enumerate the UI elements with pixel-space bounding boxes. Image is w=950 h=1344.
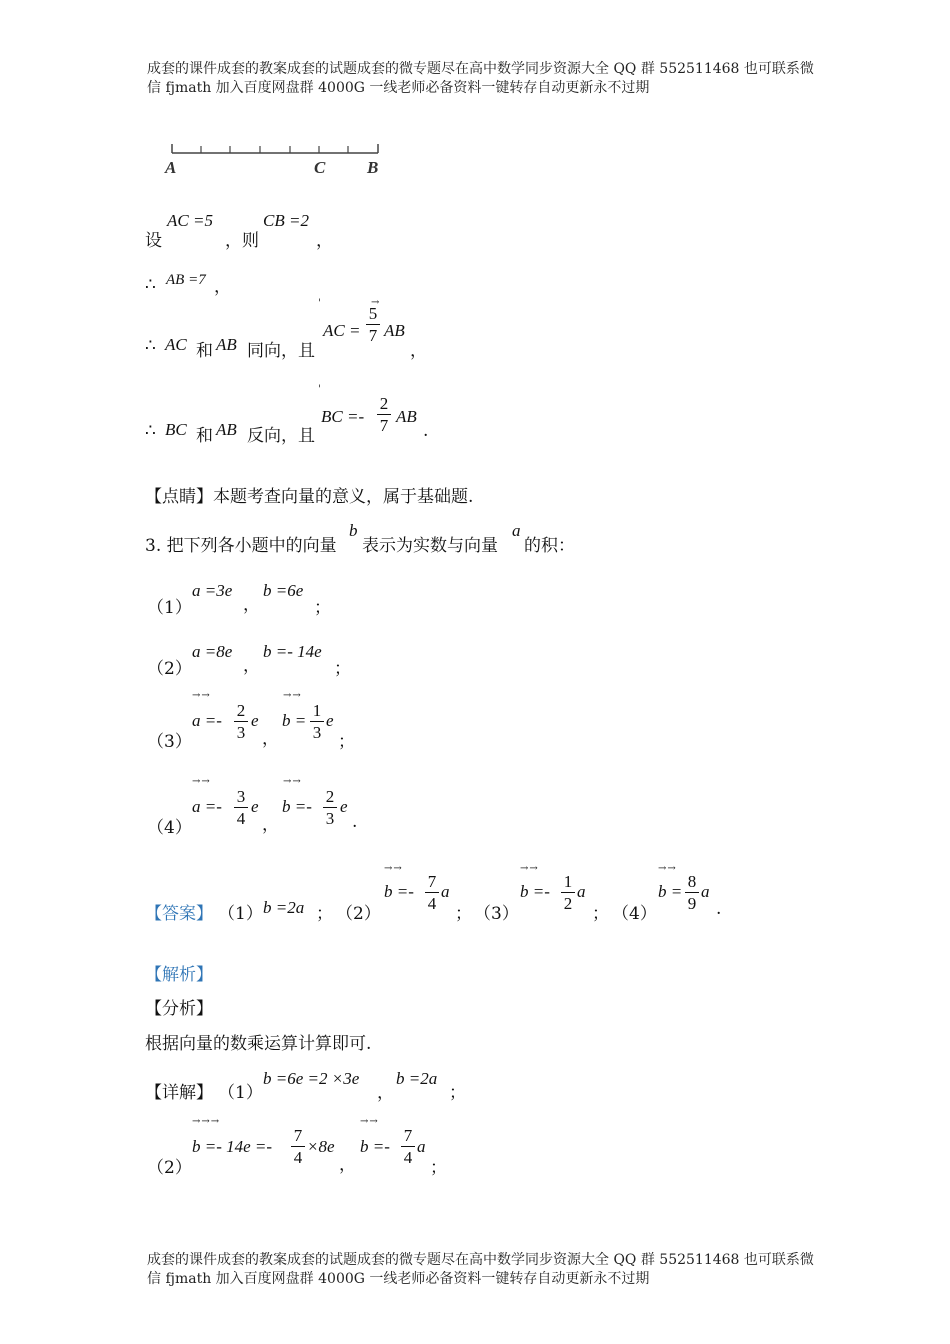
p4-sep: ，: [262, 815, 279, 835]
p3-b-fraction: [310, 702, 324, 742]
p4-b-lhs: b =-: [282, 797, 312, 816]
xiangjie-l1-sep: ，: [377, 1083, 394, 1103]
xiangjie-l2-label: （2）: [147, 1158, 192, 1178]
answer-p4-den: 9: [687, 894, 697, 913]
answer-p3-num: 1: [561, 873, 575, 893]
s3-num: 5: [366, 305, 380, 325]
p3-b-lhs: b =: [282, 711, 307, 730]
p4-b-num: 2: [323, 788, 337, 808]
answer-semi-1: ；: [316, 904, 333, 924]
p4-a-lhs: a =-: [192, 797, 222, 816]
p3-b-den: 3: [312, 723, 322, 742]
p4-a-num: 3: [234, 788, 248, 808]
s4-therefore: ∴: [145, 421, 156, 441]
s4-period: .: [423, 421, 429, 441]
xiangjie-l2-a: a: [417, 1137, 426, 1156]
answer-p4-arrows: →→: [658, 863, 677, 874]
answer-p2-a: a: [441, 882, 450, 901]
s3-den: 7: [368, 326, 378, 345]
p3-sep: ，: [262, 729, 279, 749]
s2-ab-eq: AB =7: [166, 272, 206, 288]
p1-b-eq: b =6e: [263, 581, 304, 600]
p3-arrows-b: →→: [283, 690, 302, 701]
fenxi-heading: 【分析】: [145, 999, 213, 1019]
s4-rhs: AB: [396, 407, 417, 426]
answer-p2-arrows: →→: [384, 863, 403, 874]
s3-tongxiang: 同向，且: [247, 341, 315, 361]
s3-ac: AC: [165, 335, 187, 354]
xiangjie-l1-end: ；: [449, 1083, 466, 1103]
answer-p4-label: （4）: [612, 904, 657, 924]
xiangjie-l2-tail: ×8e: [307, 1137, 335, 1156]
s3-lhs: AC =: [323, 321, 361, 340]
s3-fraction: [366, 305, 380, 345]
header-line-2: 信 fjmath 加入百度网盘群 4000G 一线老师必备资料一键转存自动更新永不过期: [147, 80, 650, 96]
s1-she: 设: [145, 231, 162, 251]
p4-b-fraction: [323, 788, 337, 828]
s3-ab: AB: [216, 335, 237, 354]
xiangjie-l2-fraction-2: [401, 1127, 415, 1167]
answer-p2-label: （2）: [336, 904, 381, 924]
p4-a-e: e: [251, 797, 259, 816]
p3-a-num: 2: [234, 702, 248, 722]
answer-p2-num: 7: [425, 873, 439, 893]
point-label-a: A: [165, 158, 177, 177]
s4-fraction: [377, 395, 391, 435]
xiangjie-l2-lhs: b =- 14e =-: [192, 1137, 273, 1156]
s4-vector-mark: ': [318, 384, 322, 395]
s4-den: 7: [379, 416, 389, 435]
p2-label: （2）: [147, 659, 192, 679]
jiexi-heading: 【解析】: [145, 965, 213, 985]
s3-arrow: →: [371, 297, 381, 308]
p4-a-den: 4: [236, 809, 246, 828]
s1-comma: ，: [316, 231, 333, 251]
point-label-b: B: [367, 158, 379, 177]
footer-line-1: 成套的课件成套的教案成套的试题成套的微专题尽在高中数学同步资源大全 QQ 群 552511468 也可联系微: [147, 1252, 814, 1268]
s1-comma-ze: ，则: [225, 231, 259, 251]
p2-end: ；: [334, 659, 351, 679]
number-line-figure: [160, 138, 390, 180]
q3-suffix: 的积：: [524, 536, 575, 556]
s3-rhs: AB: [384, 321, 405, 340]
answer-p4-fraction: [685, 873, 699, 913]
xiangjie-l1-eq: b =6e =2 ×3e: [263, 1069, 360, 1088]
xiangjie-l2-arrows: →→→: [192, 1116, 221, 1127]
xiangjie-l2-fraction: [291, 1127, 305, 1167]
p4-b-den: 3: [325, 809, 335, 828]
s2-comma: ，: [214, 277, 231, 297]
p1-end: ；: [314, 598, 331, 618]
p4-arrows-a: →→: [192, 776, 211, 787]
p1-sep: ，: [243, 595, 260, 615]
xiangjie-l2-lhs2: b =-: [360, 1137, 390, 1156]
answer-p3-den: 2: [563, 894, 573, 913]
q3-b: b: [349, 521, 358, 540]
s1-ac-eq: AC =5: [167, 211, 213, 230]
answer-p3-label: （3）: [474, 904, 519, 924]
s4-he: 和: [196, 426, 213, 446]
answer-semi-2: ；: [455, 904, 472, 924]
p3-a-lhs: a =-: [192, 711, 222, 730]
p4-b-e: e: [340, 797, 348, 816]
answer-p4-lhs: b =: [658, 882, 683, 901]
s1-cb-eq: CB =2: [263, 211, 309, 230]
p4-a-fraction: [234, 788, 248, 828]
answer-p3-a: a: [577, 882, 586, 901]
answer-p1-eq: b =2a: [263, 898, 305, 917]
point-label-c: C: [314, 158, 326, 177]
p3-arrows-a: →→: [192, 690, 211, 701]
xiangjie-l1-eq2: b =2a: [396, 1069, 438, 1088]
xiangjie-l2-den2: 4: [403, 1148, 413, 1167]
p3-b-e: e: [326, 711, 334, 730]
s4-ab: AB: [216, 420, 237, 439]
answer-p4-num: 8: [685, 873, 699, 893]
p4-label: （4）: [147, 818, 192, 838]
footer-line-2: 信 fjmath 加入百度网盘群 4000G 一线老师必备资料一键转存自动更新永不过期: [147, 1271, 650, 1287]
p4-arrows-b: →→: [283, 776, 302, 787]
s3-vector-mark: ': [318, 298, 322, 309]
q3-a: a: [512, 521, 521, 540]
p4-end: .: [352, 812, 358, 832]
header-line-1: 成套的课件成套的教案成套的试题成套的微专题尽在高中数学同步资源大全 QQ 群 552511468 也可联系微: [147, 61, 814, 77]
xiangjie-l2-num2: 7: [401, 1127, 415, 1147]
xiangjie-l2-sep: ，: [339, 1155, 356, 1175]
xiangjie-l2-end: ；: [430, 1158, 447, 1178]
s4-fanxiang: 反向，且: [247, 426, 315, 446]
p3-label: （3）: [147, 732, 192, 752]
dianjing-note: 【点睛】本题考查向量的意义，属于基础题.: [145, 487, 474, 507]
answer-semi-3: ；: [592, 904, 609, 924]
s3-comma: ，: [410, 341, 427, 361]
answer-p2-den: 4: [427, 894, 437, 913]
p2-sep: ，: [243, 656, 260, 676]
p1-label: （1）: [147, 598, 192, 618]
xiangjie-l2-num: 7: [291, 1127, 305, 1147]
xiangjie-l2-arrows-2: →→: [360, 1116, 379, 1127]
answer-p2-lhs: b =-: [384, 882, 414, 901]
s3-therefore: ∴: [145, 336, 156, 356]
answer-p2-fraction: [425, 873, 439, 913]
page-footer: [147, 1251, 827, 1289]
answer-p3-lhs: b =-: [520, 882, 550, 901]
xiangjie-l1-label: （1）: [218, 1083, 263, 1103]
p3-a-e: e: [251, 711, 259, 730]
answer-p3-fraction: [561, 873, 575, 913]
p2-a-eq: a =8e: [192, 642, 233, 661]
xiangjie-l2-den: 4: [293, 1148, 303, 1167]
q3-middle: 表示为实数与向量: [362, 536, 498, 556]
s4-lhs: BC =-: [321, 407, 365, 426]
p3-b-num: 1: [310, 702, 324, 722]
fenxi-text: 根据向量的数乘运算计算即可.: [145, 1034, 372, 1054]
answer-p3-arrows: →→: [520, 863, 539, 874]
answer-p1-label: （1）: [218, 904, 263, 924]
p3-a-den: 3: [236, 723, 246, 742]
s2-therefore: ∴: [145, 275, 156, 295]
p2-b-eq: b =- 14e: [263, 642, 322, 661]
page-header: [147, 60, 827, 98]
s3-he: 和: [196, 341, 213, 361]
answer-tag: 【答案】: [145, 904, 213, 924]
q3-prefix: 3. 把下列各小题中的向量: [145, 536, 337, 556]
answer-period: .: [716, 899, 722, 919]
answer-p4-a: a: [701, 882, 710, 901]
s4-num: 2: [377, 395, 391, 415]
xiangjie-tag: 【详解】: [145, 1083, 213, 1103]
p3-end: ；: [338, 732, 355, 752]
s4-bc: BC: [165, 420, 187, 439]
p3-a-fraction: [234, 702, 248, 742]
p1-a-eq: a =3e: [192, 581, 233, 600]
